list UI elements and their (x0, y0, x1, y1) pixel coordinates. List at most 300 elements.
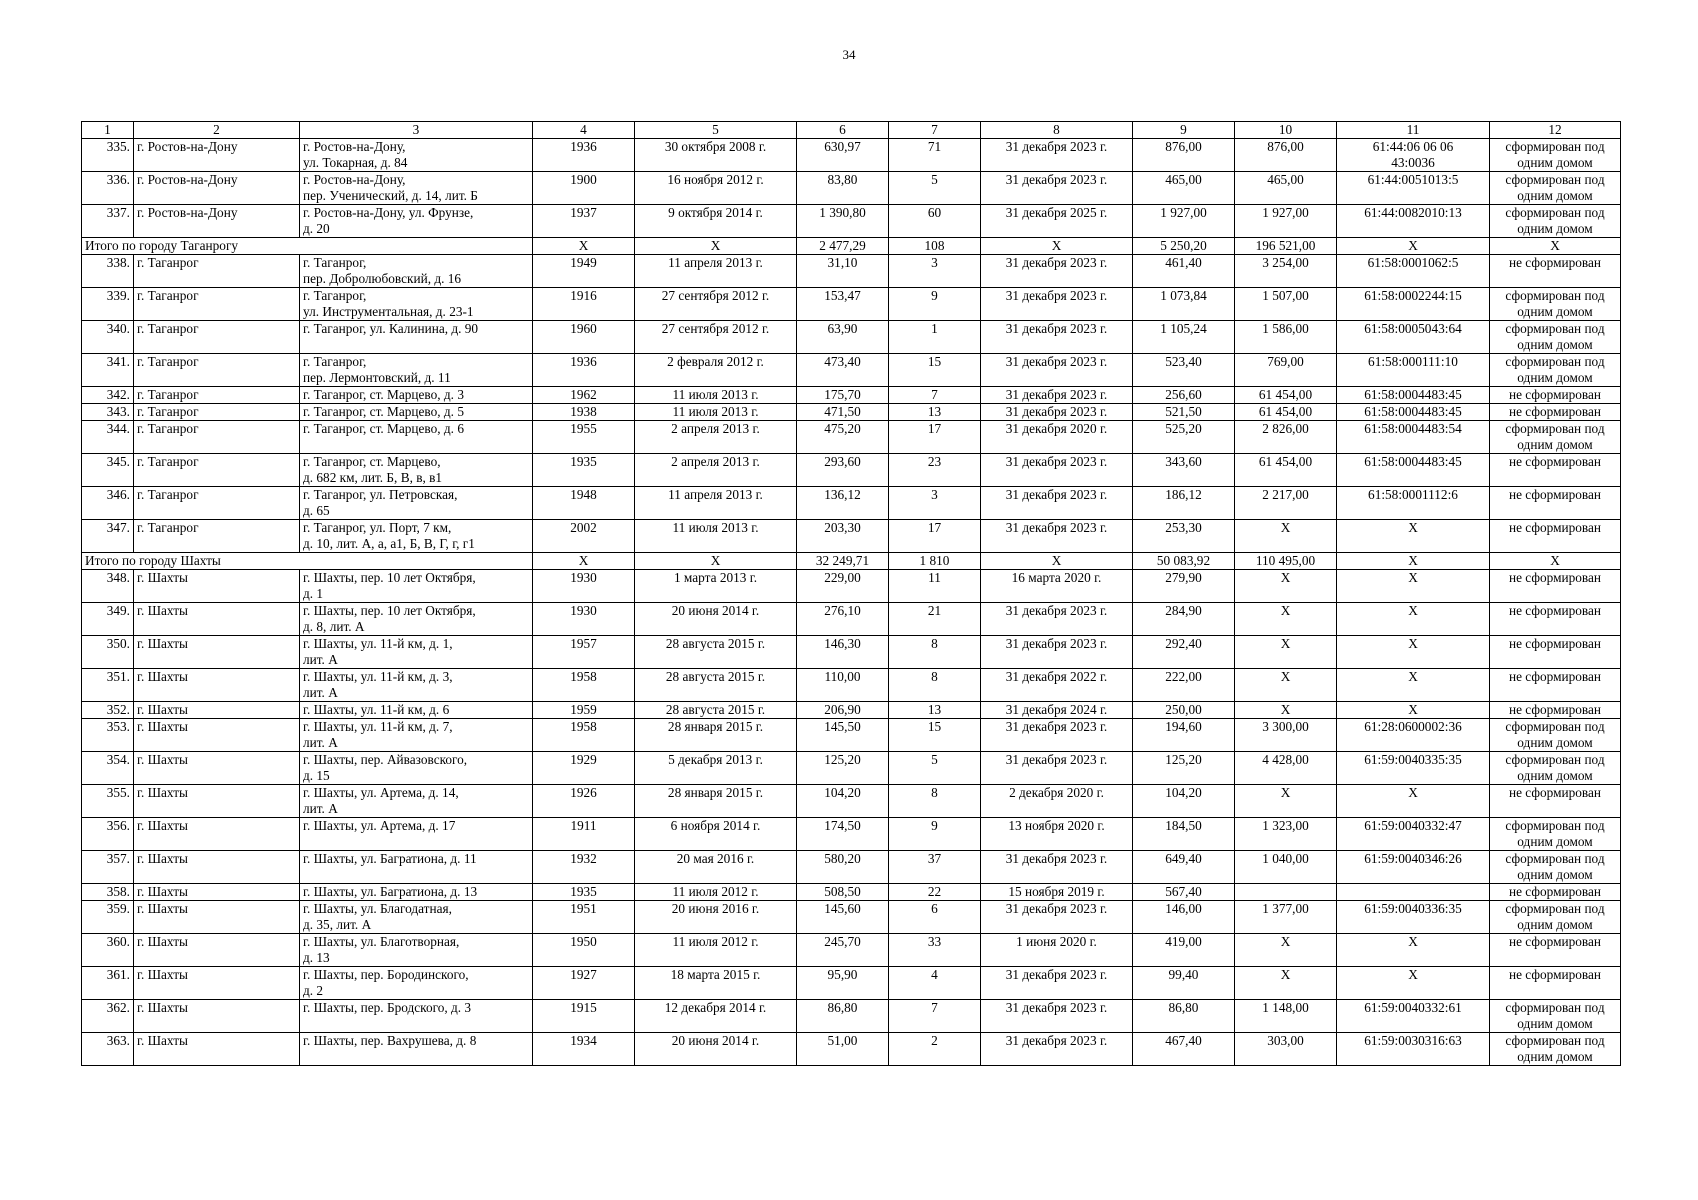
living-area-cell: 99,40 (1133, 967, 1235, 1000)
city-cell: г. Шахты (134, 636, 300, 669)
acknowledgement-date-cell: 11 июля 2013 г. (635, 387, 797, 404)
land-area-cell: 61 454,00 (1235, 454, 1337, 487)
area-cell: 86,80 (797, 1000, 889, 1033)
area-cell: 293,60 (797, 454, 889, 487)
land-area-cell: 1 586,00 (1235, 321, 1337, 354)
relocation-deadline-cell: 31 декабря 2023 г. (981, 603, 1133, 636)
address-cell: г. Шахты, пер. Вахрушева, д. 8 (300, 1033, 533, 1066)
table-row (82, 603, 1621, 636)
address-cell: г. Шахты, ул. 11-й км, д. 6 (300, 702, 533, 719)
year-cell: 1926 (533, 785, 635, 818)
cadastral-number-cell: 61:59:0030316:63 (1337, 1033, 1490, 1066)
address-cell: г. Таганрог, пер. Добролюбовский, д. 16 (300, 255, 533, 288)
residents-cell: 3 (889, 255, 981, 288)
column-header-3: 3 (300, 122, 533, 139)
table-row (82, 884, 1621, 901)
row-number-cell: 351. (82, 669, 134, 702)
residents-cell: 71 (889, 139, 981, 172)
address-cell: г. Таганрог, ул. Инструментальная, д. 23-1 (300, 288, 533, 321)
residents-cell: 6 (889, 901, 981, 934)
land-status-cell: не сформирован (1490, 520, 1621, 553)
year-cell: 1958 (533, 669, 635, 702)
area-cell: 508,50 (797, 884, 889, 901)
column-header-6: 6 (797, 122, 889, 139)
relocation-deadline-cell: 31 декабря 2024 г. (981, 702, 1133, 719)
land-area-cell: 1 377,00 (1235, 901, 1337, 934)
address-cell: г. Шахты, пер. 10 лет Октября, д. 1 (300, 570, 533, 603)
subtotal-living-area: 5 250,20 (1133, 238, 1235, 255)
city-cell: г. Шахты (134, 719, 300, 752)
year-cell: 1935 (533, 454, 635, 487)
acknowledgement-date-cell: 9 октября 2014 г. (635, 205, 797, 238)
residents-cell: 7 (889, 387, 981, 404)
acknowledgement-date-cell: 11 июля 2013 г. (635, 404, 797, 421)
row-number-cell: 354. (82, 752, 134, 785)
row-number-cell: 352. (82, 702, 134, 719)
column-header-10: 10 (1235, 122, 1337, 139)
cadastral-number-cell: 61:58:0005043:64 (1337, 321, 1490, 354)
cadastral-number-cell: X (1337, 669, 1490, 702)
land-area-cell: X (1235, 967, 1337, 1000)
city-cell: г. Шахты (134, 669, 300, 702)
living-area-cell: 104,20 (1133, 785, 1235, 818)
row-number-cell: 337. (82, 205, 134, 238)
living-area-cell: 465,00 (1133, 172, 1235, 205)
table-row (82, 818, 1621, 851)
cadastral-number-cell: 61:58:0004483:45 (1337, 387, 1490, 404)
table-row (82, 387, 1621, 404)
relocation-deadline-cell: 31 декабря 2023 г. (981, 851, 1133, 884)
relocation-deadline-cell: 31 декабря 2023 г. (981, 255, 1133, 288)
row-number-cell: 360. (82, 934, 134, 967)
subtotal-label: Итого по городу Шахты (82, 553, 533, 570)
acknowledgement-date-cell: 30 октября 2008 г. (635, 139, 797, 172)
address-cell: г. Таганрог, ул. Порт, 7 км, д. 10, лит. А, а, а1, Б, В, Г, г, г1 (300, 520, 533, 553)
land-status-cell: сформирован под одним домом (1490, 354, 1621, 387)
residents-cell: 11 (889, 570, 981, 603)
land-status-cell: сформирован под одним домом (1490, 1000, 1621, 1033)
city-cell: г. Шахты (134, 702, 300, 719)
relocation-deadline-cell: 31 декабря 2023 г. (981, 752, 1133, 785)
residents-cell: 17 (889, 520, 981, 553)
acknowledgement-date-cell: 28 августа 2015 г. (635, 669, 797, 702)
area-cell: 145,50 (797, 719, 889, 752)
address-cell: г. Шахты, пер. Бродского, д. 3 (300, 1000, 533, 1033)
column-header-7: 7 (889, 122, 981, 139)
acknowledgement-date-cell: 20 июня 2016 г. (635, 901, 797, 934)
land-status-cell: не сформирован (1490, 884, 1621, 901)
land-status-cell: сформирован под одним домом (1490, 818, 1621, 851)
land-area-cell: 2 217,00 (1235, 487, 1337, 520)
table-row (82, 851, 1621, 884)
cadastral-number-cell: X (1337, 570, 1490, 603)
living-area-cell: 125,20 (1133, 752, 1235, 785)
land-status-cell: не сформирован (1490, 487, 1621, 520)
living-area-cell: 567,40 (1133, 884, 1235, 901)
land-area-cell: 1 148,00 (1235, 1000, 1337, 1033)
residents-cell: 21 (889, 603, 981, 636)
address-cell: г. Шахты, ул. Багратиона, д. 11 (300, 851, 533, 884)
residents-cell: 7 (889, 1000, 981, 1033)
relocation-deadline-cell: 31 декабря 2023 г. (981, 288, 1133, 321)
relocation-deadline-cell: 31 декабря 2023 г. (981, 387, 1133, 404)
cadastral-number-cell: X (1337, 520, 1490, 553)
subtotal-land-area: 110 495,00 (1235, 553, 1337, 570)
subtotal-year: X (533, 238, 635, 255)
living-area-cell: 525,20 (1133, 421, 1235, 454)
acknowledgement-date-cell: 11 июля 2013 г. (635, 520, 797, 553)
residents-cell: 5 (889, 172, 981, 205)
land-area-cell: X (1235, 785, 1337, 818)
cadastral-number-cell: 61:58:0001112:6 (1337, 487, 1490, 520)
acknowledgement-date-cell: 20 июня 2014 г. (635, 1033, 797, 1066)
row-number-cell: 350. (82, 636, 134, 669)
cadastral-number-cell: 61:58:0004483:54 (1337, 421, 1490, 454)
land-area-cell: 769,00 (1235, 354, 1337, 387)
row-number-cell: 345. (82, 454, 134, 487)
subtotal-acknowledgement-date: X (635, 553, 797, 570)
table-row (82, 934, 1621, 967)
living-area-cell: 250,00 (1133, 702, 1235, 719)
row-number-cell: 359. (82, 901, 134, 934)
cadastral-number-cell: X (1337, 603, 1490, 636)
year-cell: 1936 (533, 139, 635, 172)
row-number-cell: 363. (82, 1033, 134, 1066)
land-area-cell: X (1235, 570, 1337, 603)
area-cell: 136,12 (797, 487, 889, 520)
cadastral-number-cell: 61:44:0082010:13 (1337, 205, 1490, 238)
cadastral-number-cell: X (1337, 636, 1490, 669)
relocation-deadline-cell: 31 декабря 2023 г. (981, 967, 1133, 1000)
land-area-cell: X (1235, 636, 1337, 669)
address-cell: г. Таганрог, ст. Марцево, д. 3 (300, 387, 533, 404)
residents-cell: 9 (889, 288, 981, 321)
address-cell: г. Таганрог, пер. Лермонтовский, д. 11 (300, 354, 533, 387)
residents-cell: 8 (889, 785, 981, 818)
land-status-cell: сформирован под одним домом (1490, 321, 1621, 354)
land-area-cell: 1 323,00 (1235, 818, 1337, 851)
area-cell: 63,90 (797, 321, 889, 354)
year-cell: 1930 (533, 603, 635, 636)
column-header-5: 5 (635, 122, 797, 139)
row-number-cell: 338. (82, 255, 134, 288)
city-cell: г. Шахты (134, 752, 300, 785)
subtotal-row (82, 238, 1621, 255)
year-cell: 1936 (533, 354, 635, 387)
residents-cell: 13 (889, 404, 981, 421)
column-number-header-row (82, 122, 1621, 139)
column-header-12: 12 (1490, 122, 1621, 139)
table-row (82, 702, 1621, 719)
subtotal-land-status: X (1490, 238, 1621, 255)
residents-cell: 60 (889, 205, 981, 238)
relocation-deadline-cell: 31 декабря 2023 г. (981, 172, 1133, 205)
living-area-cell: 292,40 (1133, 636, 1235, 669)
living-area-cell: 194,60 (1133, 719, 1235, 752)
land-status-cell: не сформирован (1490, 934, 1621, 967)
address-cell: г. Ростов-на-Дону, пер. Ученический, д. 14, лит. Б (300, 172, 533, 205)
land-status-cell: не сформирован (1490, 967, 1621, 1000)
year-cell: 1959 (533, 702, 635, 719)
year-cell: 1916 (533, 288, 635, 321)
land-status-cell: сформирован под одним домом (1490, 139, 1621, 172)
address-cell: г. Таганрог, ст. Марцево, д. 6 (300, 421, 533, 454)
subtotal-land-status: X (1490, 553, 1621, 570)
city-cell: г. Таганрог (134, 520, 300, 553)
land-area-cell: 303,00 (1235, 1033, 1337, 1066)
acknowledgement-date-cell: 28 августа 2015 г. (635, 636, 797, 669)
relocation-deadline-cell: 31 декабря 2023 г. (981, 404, 1133, 421)
acknowledgement-date-cell: 11 апреля 2013 г. (635, 255, 797, 288)
land-area-cell (1235, 884, 1337, 901)
living-area-cell: 146,00 (1133, 901, 1235, 934)
relocation-deadline-cell: 1 июня 2020 г. (981, 934, 1133, 967)
page-number: 34 (842, 47, 856, 62)
city-cell: г. Таганрог (134, 487, 300, 520)
year-cell: 1958 (533, 719, 635, 752)
relocation-deadline-cell: 15 ноября 2019 г. (981, 884, 1133, 901)
relocation-deadline-cell: 31 декабря 2023 г. (981, 1000, 1133, 1033)
relocation-deadline-cell: 31 декабря 2023 г. (981, 454, 1133, 487)
year-cell: 1938 (533, 404, 635, 421)
address-cell: г. Шахты, ул. 11-й км, д. 3, лит. А (300, 669, 533, 702)
acknowledgement-date-cell: 20 мая 2016 г. (635, 851, 797, 884)
area-cell: 229,00 (797, 570, 889, 603)
address-cell: г. Шахты, пер. Айвазовского, д. 15 (300, 752, 533, 785)
land-area-cell: 3 254,00 (1235, 255, 1337, 288)
cadastral-number-cell: 61:44:0051013:5 (1337, 172, 1490, 205)
living-area-cell: 222,00 (1133, 669, 1235, 702)
land-status-cell: не сформирован (1490, 454, 1621, 487)
table-row (82, 967, 1621, 1000)
relocation-deadline-cell: 31 декабря 2020 г. (981, 421, 1133, 454)
living-area-cell: 253,30 (1133, 520, 1235, 553)
cadastral-number-cell: 61:44:06 06 06 43:0036 (1337, 139, 1490, 172)
city-cell: г. Шахты (134, 884, 300, 901)
cadastral-number-cell: 61:59:0040335:35 (1337, 752, 1490, 785)
row-number-cell: 342. (82, 387, 134, 404)
land-status-cell: сформирован под одним домом (1490, 851, 1621, 884)
relocation-deadline-cell: 16 марта 2020 г. (981, 570, 1133, 603)
subtotal-label: Итого по городу Таганрогу (82, 238, 533, 255)
cadastral-number-cell: 61:58:0001062:5 (1337, 255, 1490, 288)
living-area-cell: 1 073,84 (1133, 288, 1235, 321)
land-area-cell: 3 300,00 (1235, 719, 1337, 752)
row-number-cell: 356. (82, 818, 134, 851)
year-cell: 1915 (533, 1000, 635, 1033)
living-area-cell: 521,50 (1133, 404, 1235, 421)
area-cell: 125,20 (797, 752, 889, 785)
area-cell: 95,90 (797, 967, 889, 1000)
land-area-cell: X (1235, 669, 1337, 702)
address-cell: г. Шахты, ул. Артема, д. 17 (300, 818, 533, 851)
table-row (82, 1000, 1621, 1033)
area-cell: 471,50 (797, 404, 889, 421)
address-cell: г. Шахты, ул. Благотворная, д. 13 (300, 934, 533, 967)
column-header-4: 4 (533, 122, 635, 139)
acknowledgement-date-cell: 20 июня 2014 г. (635, 603, 797, 636)
residents-cell: 33 (889, 934, 981, 967)
subtotal-cadastral-number: X (1337, 553, 1490, 570)
acknowledgement-date-cell: 12 декабря 2014 г. (635, 1000, 797, 1033)
city-cell: г. Ростов-на-Дону (134, 205, 300, 238)
subtotal-cadastral-number: X (1337, 238, 1490, 255)
land-status-cell: не сформирован (1490, 387, 1621, 404)
address-cell: г. Шахты, ул. Артема, д. 14, лит. А (300, 785, 533, 818)
cadastral-number-cell: 61:58:0004483:45 (1337, 404, 1490, 421)
area-cell: 104,20 (797, 785, 889, 818)
area-cell: 203,30 (797, 520, 889, 553)
table-row (82, 354, 1621, 387)
area-cell: 1 390,80 (797, 205, 889, 238)
row-number-cell: 340. (82, 321, 134, 354)
city-cell: г. Ростов-на-Дону (134, 139, 300, 172)
cadastral-number-cell: 61:59:0040332:47 (1337, 818, 1490, 851)
residents-cell: 2 (889, 1033, 981, 1066)
row-number-cell: 349. (82, 603, 134, 636)
relocation-deadline-cell: 31 декабря 2023 г. (981, 636, 1133, 669)
year-cell: 1950 (533, 934, 635, 967)
subtotal-residents: 108 (889, 238, 981, 255)
table-row (82, 901, 1621, 934)
table-row (82, 752, 1621, 785)
residents-cell: 1 (889, 321, 981, 354)
living-area-cell: 186,12 (1133, 487, 1235, 520)
row-number-cell: 362. (82, 1000, 134, 1033)
living-area-cell: 1 927,00 (1133, 205, 1235, 238)
acknowledgement-date-cell: 16 ноября 2012 г. (635, 172, 797, 205)
year-cell: 1930 (533, 570, 635, 603)
subtotal-living-area: 50 083,92 (1133, 553, 1235, 570)
residents-cell: 8 (889, 669, 981, 702)
living-area-cell: 343,60 (1133, 454, 1235, 487)
land-status-cell: не сформирован (1490, 702, 1621, 719)
row-number-cell: 361. (82, 967, 134, 1000)
land-status-cell: не сформирован (1490, 785, 1621, 818)
year-cell: 1960 (533, 321, 635, 354)
address-cell: г. Таганрог, ул. Калинина, д. 90 (300, 321, 533, 354)
relocation-deadline-cell: 31 декабря 2025 г. (981, 205, 1133, 238)
residents-cell: 9 (889, 818, 981, 851)
table-row (82, 321, 1621, 354)
row-number-cell: 335. (82, 139, 134, 172)
year-cell: 1937 (533, 205, 635, 238)
area-cell: 245,70 (797, 934, 889, 967)
subtotal-year: X (533, 553, 635, 570)
year-cell: 1957 (533, 636, 635, 669)
row-number-cell: 355. (82, 785, 134, 818)
year-cell: 1935 (533, 884, 635, 901)
cadastral-number-cell: X (1337, 967, 1490, 1000)
land-area-cell: 465,00 (1235, 172, 1337, 205)
relocation-deadline-cell: 13 ноября 2020 г. (981, 818, 1133, 851)
subtotal-relocation-deadline: X (981, 238, 1133, 255)
land-area-cell: 1 040,00 (1235, 851, 1337, 884)
city-cell: г. Таганрог (134, 421, 300, 454)
table-row (82, 570, 1621, 603)
year-cell: 1900 (533, 172, 635, 205)
address-cell: г. Ростов-на-Дону, ул. Фрунзе, д. 20 (300, 205, 533, 238)
table-row (82, 636, 1621, 669)
living-area-cell: 649,40 (1133, 851, 1235, 884)
residents-cell: 37 (889, 851, 981, 884)
residents-cell: 8 (889, 636, 981, 669)
relocation-deadline-cell: 31 декабря 2023 г. (981, 719, 1133, 752)
column-header-11: 11 (1337, 122, 1490, 139)
residents-cell: 15 (889, 354, 981, 387)
table-row (82, 454, 1621, 487)
living-area-cell: 279,90 (1133, 570, 1235, 603)
address-cell: г. Шахты, пер. Бородинского, д. 2 (300, 967, 533, 1000)
relocation-deadline-cell: 31 декабря 2023 г. (981, 520, 1133, 553)
area-cell: 473,40 (797, 354, 889, 387)
cadastral-number-cell: 61:59:0040332:61 (1337, 1000, 1490, 1033)
residents-cell: 3 (889, 487, 981, 520)
city-cell: г. Таганрог (134, 354, 300, 387)
row-number-cell: 357. (82, 851, 134, 884)
land-area-cell: X (1235, 520, 1337, 553)
table-row (82, 255, 1621, 288)
row-number-cell: 347. (82, 520, 134, 553)
acknowledgement-date-cell: 27 сентября 2012 г. (635, 288, 797, 321)
address-cell: г. Шахты, пер. 10 лет Октября, д. 8, лит. А (300, 603, 533, 636)
address-cell: г. Ростов-на-Дону, ул. Токарная, д. 84 (300, 139, 533, 172)
table-row (82, 404, 1621, 421)
area-cell: 153,47 (797, 288, 889, 321)
year-cell: 1951 (533, 901, 635, 934)
relocation-deadline-cell: 31 декабря 2023 г. (981, 321, 1133, 354)
year-cell: 2002 (533, 520, 635, 553)
year-cell: 1927 (533, 967, 635, 1000)
address-cell: г. Таганрог, ст. Марцево, д. 5 (300, 404, 533, 421)
table-row (82, 288, 1621, 321)
city-cell: г. Шахты (134, 570, 300, 603)
year-cell: 1962 (533, 387, 635, 404)
area-cell: 630,97 (797, 139, 889, 172)
area-cell: 475,20 (797, 421, 889, 454)
table-row (82, 785, 1621, 818)
land-status-cell: сформирован под одним домом (1490, 719, 1621, 752)
row-number-cell: 341. (82, 354, 134, 387)
table-row (82, 205, 1621, 238)
living-area-cell: 256,60 (1133, 387, 1235, 404)
acknowledgement-date-cell: 28 января 2015 г. (635, 719, 797, 752)
city-cell: г. Шахты (134, 1000, 300, 1033)
acknowledgement-date-cell: 28 августа 2015 г. (635, 702, 797, 719)
cadastral-number-cell (1337, 884, 1490, 901)
living-area-cell: 461,40 (1133, 255, 1235, 288)
land-status-cell: не сформирован (1490, 255, 1621, 288)
year-cell: 1955 (533, 421, 635, 454)
row-number-cell: 346. (82, 487, 134, 520)
column-header-1: 1 (82, 122, 134, 139)
area-cell: 174,50 (797, 818, 889, 851)
land-area-cell: 2 826,00 (1235, 421, 1337, 454)
cadastral-number-cell: 61:28:0600002:36 (1337, 719, 1490, 752)
address-cell: г. Шахты, ул. Багратиона, д. 13 (300, 884, 533, 901)
residents-cell: 23 (889, 454, 981, 487)
land-status-cell: сформирован под одним домом (1490, 901, 1621, 934)
year-cell: 1934 (533, 1033, 635, 1066)
area-cell: 206,90 (797, 702, 889, 719)
address-cell: г. Шахты, ул. 11-й км, д. 1, лит. А (300, 636, 533, 669)
land-status-cell: не сформирован (1490, 404, 1621, 421)
area-cell: 110,00 (797, 669, 889, 702)
area-cell: 175,70 (797, 387, 889, 404)
acknowledgement-date-cell: 11 июля 2012 г. (635, 884, 797, 901)
city-cell: г. Шахты (134, 818, 300, 851)
area-cell: 51,00 (797, 1033, 889, 1066)
